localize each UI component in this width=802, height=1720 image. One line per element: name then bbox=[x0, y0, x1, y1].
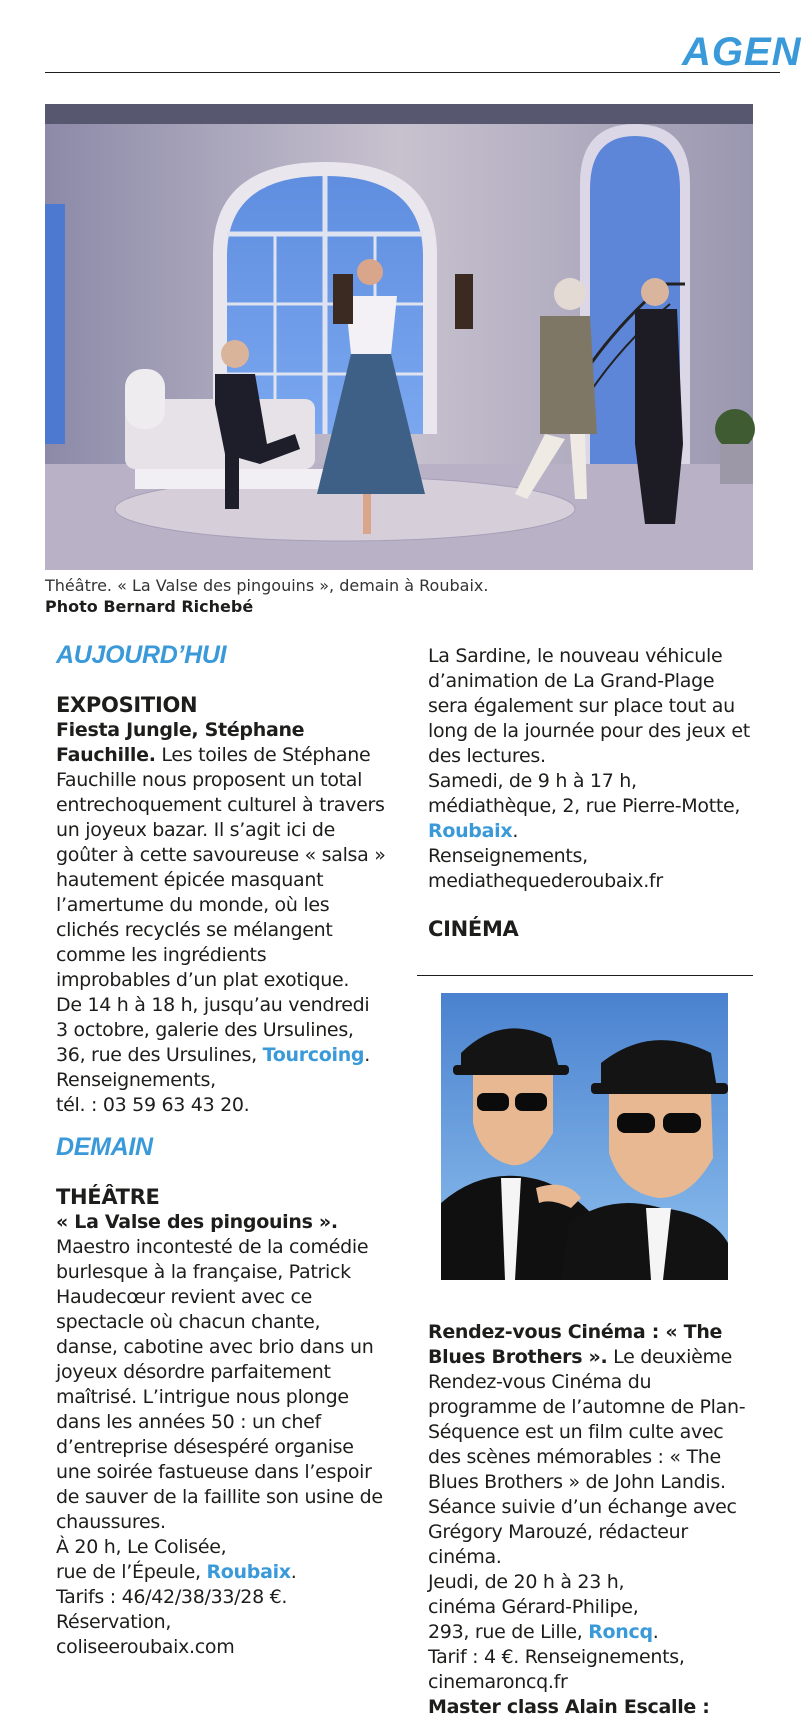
day-heading-today: AUJOURD’HUI bbox=[56, 641, 227, 669]
exposition-entry bbox=[56, 718, 386, 993]
photo-credit: Photo Bernard Richebé bbox=[45, 597, 254, 616]
cinema-title: Rendez-vous Cinéma : « The Blues Brothers ». bbox=[428, 1321, 723, 1368]
entry-body: Les toiles de Stéphane Fauchille nous proposent un total entrechoquement culturel à travers un joyeux bazar. Il s’agit ici de goûter à cette savoureuse « salsa » hautement épicée masquant l’amertume du monde, où les clichés recyclés se mélangent comme les ingrédients improbables d’un plat exotique. bbox=[56, 744, 386, 991]
blues-brothers-poster bbox=[441, 993, 728, 1280]
theatre-when-1: À 20 h, Le Colisée, bbox=[56, 1536, 227, 1558]
right-column bbox=[428, 644, 758, 942]
theatre-when-2-text: rue de l’Épeule, bbox=[56, 1561, 201, 1583]
city-link-tourcoing[interactable]: Tourcoing bbox=[262, 1044, 365, 1066]
sardine-when: Samedi, de 9 h à 17 h, médiathèque, 2, rue Pierre-Motte, Roubaix. bbox=[428, 770, 741, 842]
cinema-when-3: 293, rue de Lille, Roncq. bbox=[428, 1621, 659, 1643]
theatre-price: Tarifs : 46/42/38/33/28 €. bbox=[56, 1586, 288, 1608]
caption-text: Théâtre. « La Valse des pingouins », demain à Roubaix. bbox=[45, 576, 489, 595]
entry-title: Fiesta Jungle, Stéphane Fauchille. bbox=[56, 719, 305, 766]
entry-when: De 14 h à 18 h, jusqu’au vendredi 3 octobre, galerie des Ursulines, 36, rue des Ursulines, Tourcoing. bbox=[56, 994, 370, 1066]
theatre-photo bbox=[45, 104, 753, 570]
city-link-roubaix-2[interactable]: Roubaix bbox=[428, 820, 513, 842]
next-entry-title-text: Master class Alain Escalle : bbox=[428, 1696, 710, 1718]
cinema-when-3-text: 293, rue de Lille, bbox=[428, 1621, 583, 1643]
rubric-exposition: EXPOSITION bbox=[56, 693, 198, 717]
day-heading-tomorrow: DEMAIN bbox=[56, 1133, 153, 1161]
entry-when-text: De 14 h à 18 h, jusqu’au vendredi 3 octobre, galerie des Ursulines, 36, rue des Ursulines, bbox=[56, 994, 370, 1066]
theatre-body: Maestro incontesté de la comédie burlesque à la française, Patrick Haudecœur revient avec ce spectacle où chacun chante, danse, cabotine avec brio dans un joyeux désordre parfaitement maîtrisé. L’intrigue nous plonge dans les années 50 : un chef d’entreprise désespéré organise une soirée fastueuse dans l’espoir de sauver de la faillite son usine de chaussures. bbox=[56, 1236, 383, 1533]
left-column bbox=[56, 640, 386, 1660]
header-rule bbox=[45, 72, 780, 73]
sardine-info: Renseignements, bbox=[428, 845, 588, 867]
cinema-when-1: Jeudi, de 20 h à 23 h, bbox=[428, 1571, 625, 1593]
theatre-title bbox=[56, 1210, 386, 1235]
theatre-title-text: « La Valse des pingouins ». bbox=[56, 1211, 338, 1233]
theatre-website: coliseeroubaix.com bbox=[56, 1636, 235, 1658]
theatre-booking: Réservation, bbox=[56, 1611, 172, 1633]
cinema-price: Tarif : 4 €. Renseignements, bbox=[428, 1646, 685, 1668]
cinema-rule bbox=[417, 975, 753, 976]
entry-phone: tél. : 03 59 63 43 20. bbox=[56, 1094, 250, 1116]
sardine-body: La Sardine, le nouveau véhicule d’animation de La Grand-Plage sera également sur place tout au long de la journée pour des jeux et des lectures. bbox=[428, 645, 750, 767]
cinema-website: cinemaroncq.fr bbox=[428, 1671, 568, 1693]
section-title: AGEN bbox=[682, 30, 802, 74]
entry-info: Renseignements, bbox=[56, 1069, 216, 1091]
cinema-entry bbox=[428, 1320, 758, 1720]
cinema-text bbox=[428, 1320, 758, 1570]
city-link-roubaix[interactable]: Roubaix bbox=[206, 1561, 291, 1583]
cinema-when-2: cinéma Gérard-Philipe, bbox=[428, 1596, 639, 1618]
sardine-website: mediathequederoubaix.fr bbox=[428, 870, 663, 892]
next-entry-title bbox=[428, 1695, 758, 1720]
cinema-body: Le deuxième Rendez-vous Cinéma du programme de l’automne de Plan-Séquence est un film culte avec des scènes mémorables : « The Blues Brothers » de John Landis. Séance suivie d’un échange avec Grégory Marouzé, rédacteur cinéma. bbox=[428, 1346, 746, 1568]
photo-caption bbox=[45, 575, 745, 617]
city-link-roncq[interactable]: Roncq bbox=[588, 1621, 653, 1643]
rubric-cinema: CINÉMA bbox=[428, 917, 519, 941]
rubric-theatre: THÉÂTRE bbox=[56, 1185, 160, 1209]
theatre-when-2: rue de l’Épeule, Roubaix. bbox=[56, 1561, 297, 1583]
sardine-when-text: Samedi, de 9 h à 17 h, médiathèque, 2, rue Pierre-Motte, bbox=[428, 770, 741, 817]
